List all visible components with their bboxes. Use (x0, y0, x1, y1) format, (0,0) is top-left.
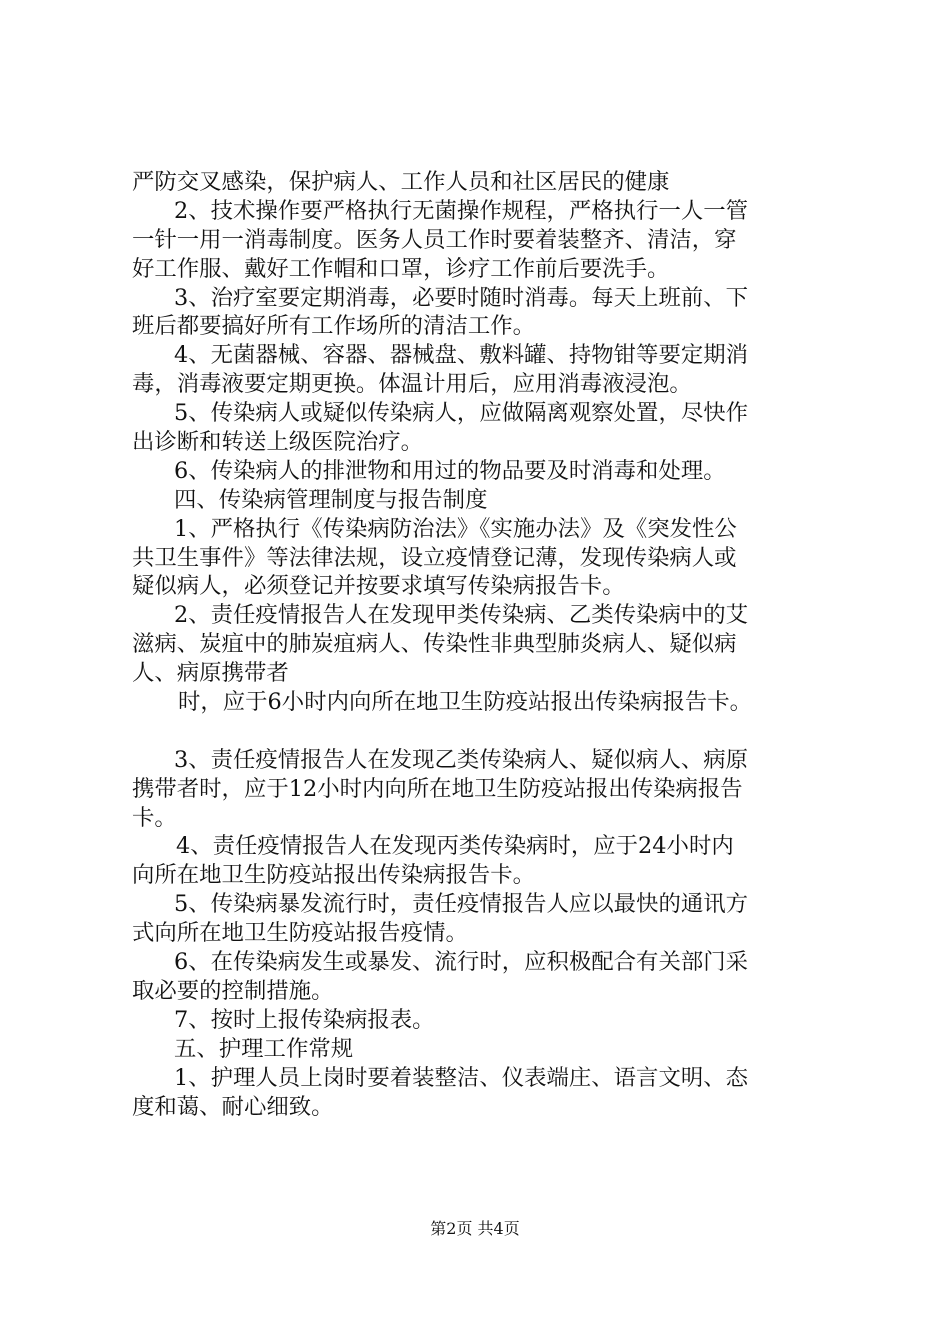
text-line: 度和蔼、耐心细致。 (132, 1093, 334, 1120)
text-line: 卡。 (132, 804, 177, 831)
text-line: 6、在传染病发生或暴发、流行时，应积极配合有关部门采 (174, 949, 749, 976)
text-line: 取必要的控制措施。 (132, 977, 334, 1004)
text-line: 滋病、炭疽中的肺炭疽病人、传染性非典型肺炎病人、疑似病 (132, 631, 737, 658)
text-line: 毒，消毒液要定期更换。体温计用后，应用消毒液浸泡。 (132, 371, 692, 398)
text-line: 严防交叉感染，保护病人、工作人员和社区居民的健康 (132, 169, 670, 195)
text-line: 3、治疗室要定期消毒，必要时随时消毒。每天上班前、下 (174, 284, 749, 311)
text-line: 时，应于6小时内向所在地卫生防疫站报出传染病报告卡。 (178, 689, 753, 716)
text-line: 人、病原携带者 (132, 660, 289, 687)
text-line: 3、责任疫情报告人在发现乙类传染病人、疑似病人、病原 (174, 746, 749, 773)
page-footer: 第2页 共4页 (430, 1219, 520, 1238)
text-line: 好工作服、戴好工作帽和口罩，诊疗工作前后要洗手。 (132, 255, 670, 282)
text-line: 出诊断和转送上级医院治疗。 (132, 429, 424, 456)
text-line: 5、传染病人或疑似传染病人，应做隔离观察处置，尽快作 (174, 400, 749, 427)
text-line: 7、按时上报传染病报表。 (174, 1006, 435, 1033)
text-line: 班后都要搞好所有工作场所的清洁工作。 (132, 313, 536, 340)
text-line: 5、传染病暴发流行时，责任疫情报告人应以最快的通讯方 (174, 891, 749, 918)
text-line: 携带者时，应于12小时内向所在地卫生防疫站报出传染病报告 (132, 775, 743, 802)
text-line: 式向所在地卫生防疫站报告疫情。 (132, 920, 468, 947)
text-line: 4、无菌器械、容器、器械盘、敷料罐、持物钳等要定期消 (174, 342, 749, 369)
text-line: 疑似病人，必须登记并按要求填写传染病报告卡。 (132, 573, 625, 600)
text-line: 共卫生事件》等法律法规，设立疫情登记薄，发现传染病人或 (132, 544, 737, 571)
section-heading: 四、传染病管理制度与报告制度 (174, 486, 488, 513)
text-line: 2、技术操作要严格执行无菌操作规程，严格执行一人一管 (174, 197, 749, 224)
text-line: 向所在地卫生防疫站报出传染病报告卡。 (132, 862, 536, 889)
section-heading: 五、护理工作常规 (174, 1035, 354, 1062)
document-body (132, 168, 832, 1121)
text-line: 1、护理人员上岗时要着装整洁、仪表端庄、语言文明、态 (174, 1064, 749, 1091)
text-line: 4、责任疫情报告人在发现丙类传染病时，应于24小时内 (176, 833, 734, 860)
blank-line (132, 717, 832, 746)
text-line: 一针一用一消毒制度。医务人员工作时要着装整齐、清洁，穿 (132, 226, 737, 253)
text-line: 1、严格执行《传染病防治法》《实施办法》及《突发性公 (174, 515, 737, 542)
text-line: 2、责任疫情报告人在发现甲类传染病、乙类传染病中的艾 (174, 602, 749, 629)
text-line: 6、传染病人的排泄物和用过的物品要及时消毒和处理。 (174, 457, 726, 484)
